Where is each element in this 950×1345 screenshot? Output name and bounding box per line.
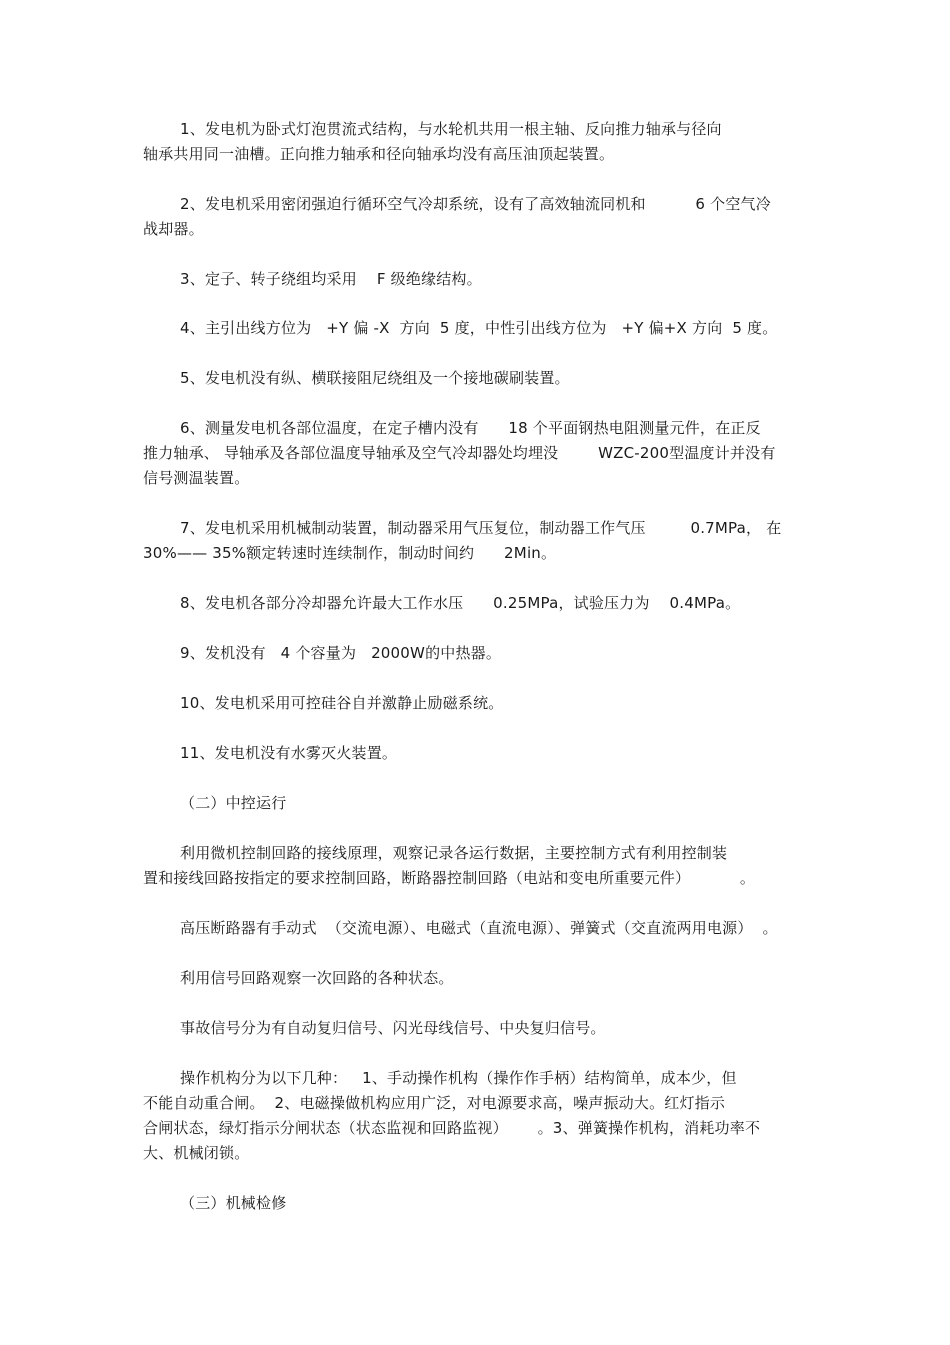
paragraph-line: 4、主引出线方位为 +Y 偏 -X 方向 5 度，中性引出线方位为 +Y 偏+X 方向 5 度。 [180,319,778,337]
paragraph-line: 8、发电机各部分冷却器允许最大工作水压 0.25MPa，试验压力为 0.4MPa。 [180,594,741,612]
paragraph-line: 事故信号分为有自动复归信号、闪光母线信号、中央复归信号。 [180,1019,606,1037]
paragraph-line: 合闸状态，绿灯指示分闸状态（状态监视和回路监视） 。3、弹簧操作机构，消耗功率不 [143,1119,761,1137]
paragraph-line: 9、发机没有 4 个容量为 2000W的中热器。 [180,644,502,662]
paragraph-line: 不能自动重合闸。 2、电磁操做机构应用广泛，对电源要求高，噪声振动大。红灯指示 [143,1094,726,1112]
paragraph-line: 利用微机控制回路的接线原理，观察记录各运行数据，主要控制方式有利用控制装 [180,844,728,862]
paragraph-line: 11、发电机没有水雾灭火装置。 [180,744,398,762]
paragraph-line: 6、测量发电机各部位温度，在定子槽内没有 18 个平面钢热电阻测量元件，在正反 [180,419,761,437]
paragraph-line: 1、发电机为卧式灯泡贯流式结构，与水轮机共用一根主轴、反向推力轴承与径向 [180,120,722,138]
paragraph-line: 10、发电机采用可控硅谷自并激静止励磁系统。 [180,694,504,712]
paragraph-line: 推力轴承、 导轴承及各部位温度导轴承及空气冷却器处均埋没 WZC-200型温度计并没有 [143,444,776,462]
paragraph-line: 置和接线回路按指定的要求控制回路，断路器控制回路（电站和变电所重要元件） 。 [143,869,756,887]
section-heading: （三）机械检修 [180,1194,287,1212]
paragraph-line: 信号测温装置。 [143,469,250,487]
paragraph-line: 大、机械闭锁。 [143,1144,250,1162]
paragraph-line: 30%—— 35%额定转速时连续制作，制动时间约 2Min。 [143,544,557,562]
section-heading: （二）中控运行 [180,794,287,812]
paragraph-line: 3、定子、转子绕组均采用 F 级绝缘结构。 [180,270,482,288]
paragraph-line: 轴承共用同一油槽。正向推力轴承和径向轴承均没有高压油顶起装置。 [143,145,615,163]
paragraph-line: 高压断路器有手动式 （交流电源）、电磁式（直流电源）、弹簧式（交直流两用电源） 。 [180,919,778,937]
paragraph-line: 利用信号回路观察一次回路的各种状态。 [180,969,454,987]
paragraph-line: 2、发电机采用密闭强迫行循环空气冷却系统，设有了高效轴流同机和 6 个空气冷 [180,195,771,213]
paragraph-line: 战却器。 [143,220,204,238]
paragraph-line: 5、发电机没有纵、横联接阻尼绕组及一个接地碳刷装置。 [180,369,570,387]
paragraph-line: 操作机构分为以下几种： 1、手动操作机构（操作作手柄）结构简单，成本少，但 [180,1069,737,1087]
paragraph-line: 7、发电机采用机械制动装置，制动器采用气压复位，制动器工作气压 0.7MPa， 在 [180,519,782,537]
